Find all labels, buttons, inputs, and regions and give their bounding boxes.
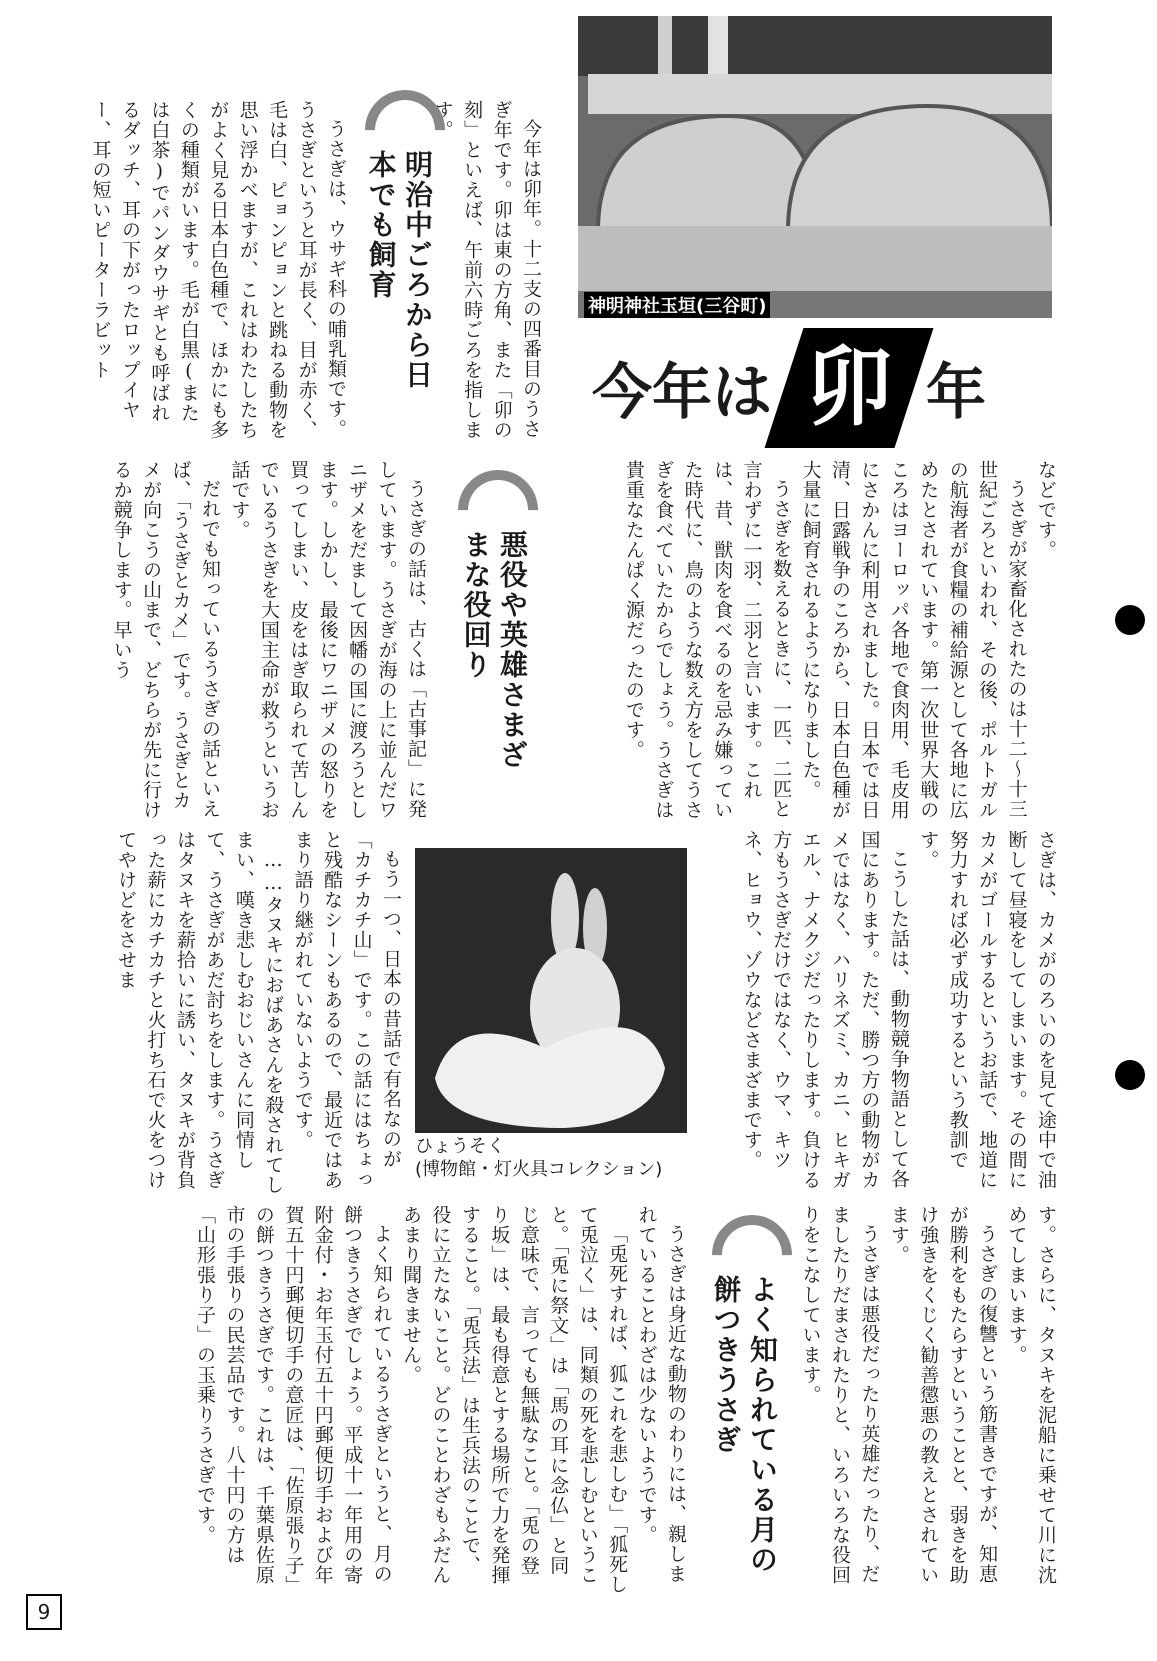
section6-para-c: うさぎは悪役だったり英雄だったり、だましたりだまされたりと、いろいろな役回りをこなしています。 bbox=[799, 1205, 881, 1585]
section3-text bbox=[70, 460, 430, 830]
section4-text bbox=[700, 830, 1060, 1190]
lamp-photo-caption bbox=[415, 1136, 715, 1181]
section6-para-a: す。さらに、タヌキを泥船に乗せて川に沈めてしまいます。 bbox=[1005, 1205, 1057, 1585]
shrine-photo bbox=[578, 16, 1052, 318]
binding-hole-2 bbox=[1115, 1060, 1145, 1090]
heading-tsuki: よく知られている月の餅つきうさぎ bbox=[709, 1275, 779, 1575]
section7-para-a: うさぎは身近な動物のわりには、親しまれていることわざは少ないようです。 bbox=[635, 1205, 687, 1584]
section5-text bbox=[70, 830, 405, 1200]
section6-para-b: うさぎの復讐という筋書きですが、知恵が勝利をもたらすということと、弱きを助け強きをくじく勧善懲悪の教えとされています。 bbox=[887, 1205, 999, 1585]
section2-para-c: うさぎを数えるときに、一匹、二匹と言わずに一羽、二羽と言います。これは、昔、獣肉を食べるのを忌み嫌っていた時代に、鳥のような数え方をしてうさぎを食べていたからでしょう。うさぎは貴重なたんぱく源だったのです。 bbox=[622, 460, 793, 820]
intro-paragraph: 今年は卯年。十二支の四番目のうさぎ年です。卯は東の方角、また「卯の刻」といえば、午前六時ごろを指します。 bbox=[431, 100, 542, 440]
section6-text bbox=[790, 1205, 1060, 1595]
section7-para-b: 「兎死すれば、狐これを悲しむ」「狐死して兎泣く」は、同類の死を悲しむということ。「兎に祭文」は「馬の耳に念仏」と同じ意味で、言っても無駄なこと。「兎の登り坂」は、最も得意とする場所で力を発揮すること。「兎兵法」は生兵法のことで、役に立たないこと。どのことわざもふだんあまり聞きません。 bbox=[400, 1205, 629, 1595]
section7-para-c: よく知られているうさぎというと、月の餅つきうさぎでしょう。平成十一年用の寄附金付・お年玉付五十円郵便切手および年賀五十円郵便切手の意匠は、「佐原張り子」の餅つきうさぎです。これは、千葉県佐原市の手張りの民芸品です。八十円の方は「山形張り子」の玉乗りうさぎです。 bbox=[194, 1205, 393, 1586]
section1-paragraph: うさぎは、ウサギ科の哺乳類です。うさぎというと耳が長く、目が赤く、毛は白、ピョンピョンと跳ねる動物を思い浮かべますが、これはわたしたちがよく見る日本白色種で、ほかにも多くの種類がいます。毛が白黒(または白茶)でパンダウサギとも呼ばれるダッチ、耳の下がったロップイヤー、耳の短いピーターラビット bbox=[89, 100, 347, 440]
section5-para-b: ……タヌキにおばあさんを殺されてしまい、嘆き悲しむおじいさんに同情して、うさぎがあだ討ちをします。うさぎはタヌキを薪拾いに誘い、タヌキが背負った薪にカチカチと火打ち石で火をつけてやけどをさせま bbox=[115, 830, 285, 1195]
section2-para-a: などです。 bbox=[1035, 460, 1057, 560]
section2-text bbox=[540, 460, 1060, 830]
section2-para-b: うさぎが家畜化されたのは十二～十三世紀ごろといわれ、その後、ポルトガルの航海者が食糧の補給源として各地に広めたとされています。第一次世界大戦のころはヨーロッパ各地で食肉用、毛皮用にさかんに利用されました。日本では日清、日露戦争のころから、日本白色種が大量に飼育されるようになりました。 bbox=[799, 460, 1028, 820]
title-kanji: 卯 bbox=[806, 338, 892, 438]
section1-text bbox=[70, 100, 350, 440]
section3-para-a: うさぎの話は、古くは「古事記」に発しています。うさぎが海の上に並んだワニザメをだまして因幡の国に渡ろうとします。しかし、最後にワニザメの怒りを買ってしまい、皮をはぎ取られて苦しんでいるうさぎを大国主命が救うというお話です。 bbox=[228, 460, 427, 820]
title-prefix: 今年は bbox=[592, 358, 772, 428]
binding-hole-1 bbox=[1115, 605, 1145, 635]
lamp-caption-line2: (博物館・灯火具コレクション) bbox=[415, 1158, 663, 1180]
heading-akuyaku: 悪役や英雄さまざまな役回り bbox=[459, 530, 529, 770]
section7-text bbox=[70, 1205, 690, 1595]
lamp-caption-line1: ひょうそく bbox=[415, 1136, 505, 1157]
page-number: 9 bbox=[26, 1594, 62, 1630]
title-kanji-badge bbox=[765, 328, 934, 448]
section4-para-b: こうした話は、動物競争物語として各国にあります。ただ、勝つ方の動物がカメではなく、ハリネズミ、カニ、ヒキガエル、ナメクジだったりします。負ける方もうさぎだけではなく、ウマ、キツネ、ヒョウ、ゾウなどさまざまです。 bbox=[740, 830, 910, 1190]
section5-para-a: もう一つ、日本の昔話で有名なのが「カチカチ山」です。この話にはちょっと残酷なシーンもあるので、最近ではあまり語り継がれていないようです。 bbox=[291, 830, 402, 1190]
title bbox=[592, 328, 986, 448]
lamp-photo bbox=[415, 848, 687, 1133]
title-suffix: 年 bbox=[926, 358, 986, 428]
shrine-photo-art bbox=[578, 16, 1052, 318]
lamp-photo-art bbox=[415, 848, 687, 1133]
shrine-photo-caption: 神明神社玉垣(三谷町) bbox=[584, 292, 770, 318]
section4-para-a: さぎは、カメがのろいのを見て途中で油断して昼寝をしてしまいます。その間にカメがゴールするというお話で、地道に努力すれば必ず成功するという教訓です。 bbox=[917, 830, 1057, 1190]
heading-meiji: 明治中ごろから日本でも飼育 bbox=[364, 150, 434, 390]
section3-para-b: だれでも知っているうさぎの話といえば、「うさぎとカメ」です。うさぎとカメが向こうの山まで、どちらが先に行けるか競争します。早いう bbox=[110, 460, 221, 820]
